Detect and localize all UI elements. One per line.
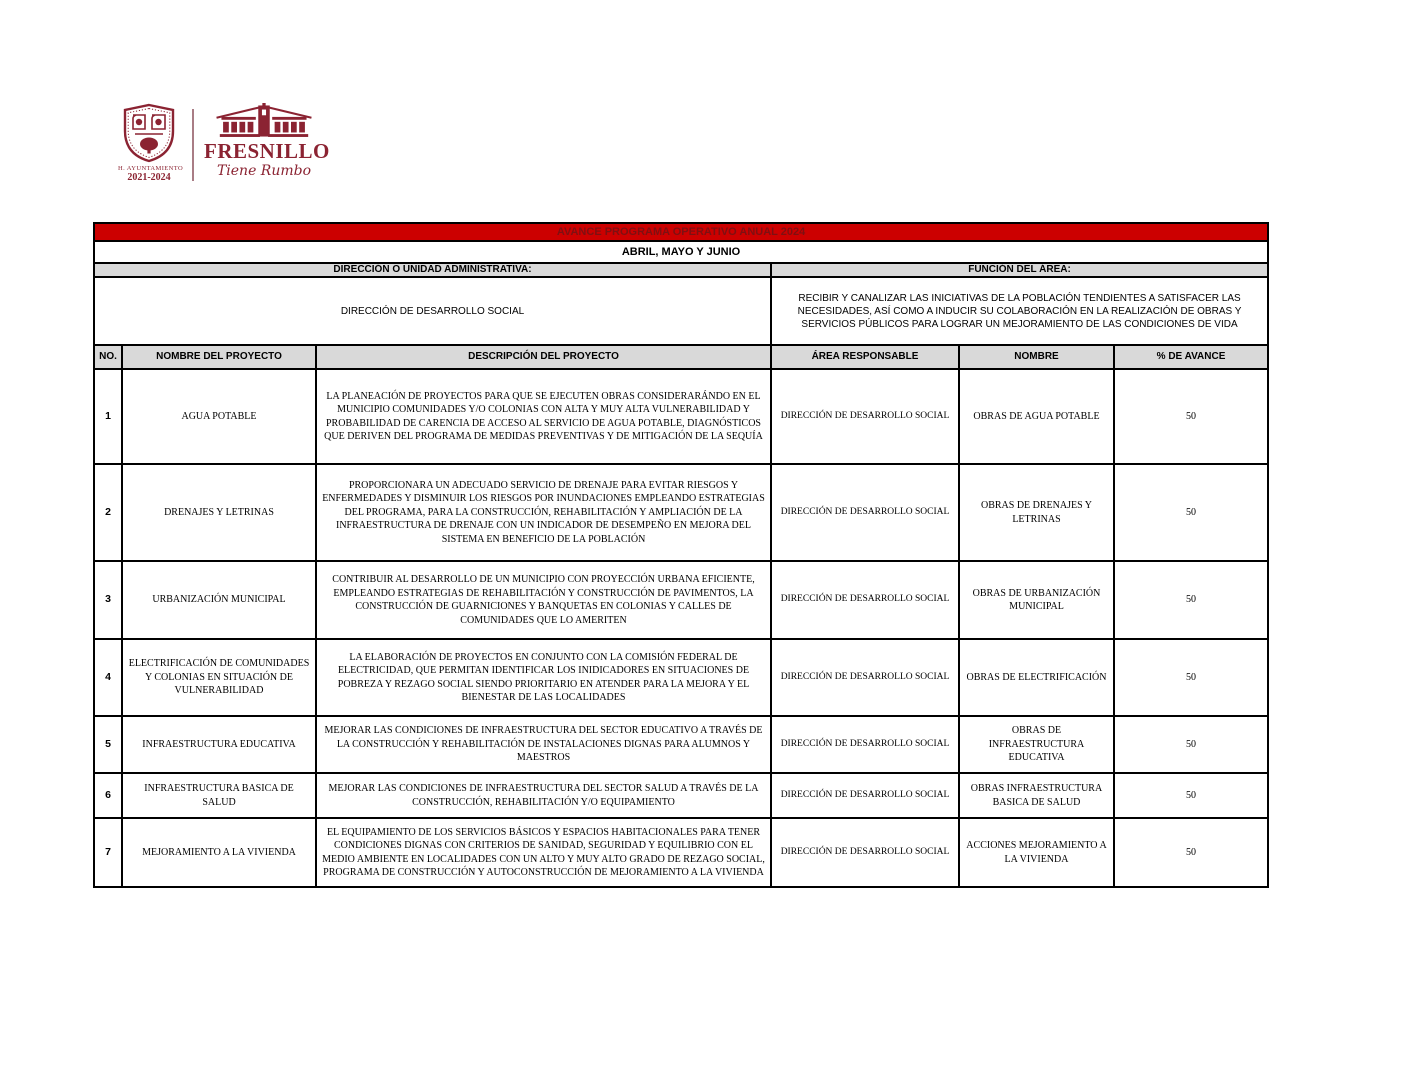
crest-caption: H. AYUNTAMIENTO [118,165,184,172]
row-nombre-proyecto: INFRAESTRUCTURA BASICA DE SALUD [122,773,316,818]
row-descripcion: LA ELABORACIÓN DE PROYECTOS EN CONJUNTO CON LA COMISIÓN FEDERAL DE ELECTRICIDAD, QUE PERMITAN IDENTIFICAR LOS INIDICADORES EN SITUACIONES DE POBREZA Y REZAGO SOCIAL SIENDO PRIORITARIO EN ATENDER PARA LA MEJORA Y EL BIENESTAR DE LAS LOCALIDADES [316,639,771,716]
admin-unit-label: DIRECCIÓN O UNIDAD ADMINISTRATIVA: [94,263,771,277]
row-no: 6 [94,773,122,818]
row-nombre-proyecto: AGUA POTABLE [122,369,316,464]
row-area-responsable: DIRECCIÓN DE DESARROLLO SOCIAL [771,369,959,464]
row-no: 1 [94,369,122,464]
city-crest-icon [123,103,175,163]
row-no: 5 [94,716,122,773]
row-obra: ACCIONES MEJORAMIENTO A LA VIVIENDA [959,818,1114,887]
table-row [94,369,1268,464]
col-head-nombre-proyecto: NOMBRE DEL PROYECTO [122,345,316,369]
row-area-responsable: DIRECCIÓN DE DESARROLLO SOCIAL [771,818,959,887]
col-head-nombre: NOMBRE [959,345,1114,369]
city-hall-icon [214,103,314,139]
table-row [94,818,1268,887]
table-row [94,639,1268,716]
logo-divider [192,109,194,181]
row-avance: 50 [1114,818,1268,887]
row-no: 4 [94,639,122,716]
row-obra: OBRAS DE DRENAJES Y LETRINAS [959,464,1114,561]
row-descripcion: MEJORAR LAS CONDICIONES DE INFRAESTRUCTURA DEL SECTOR SALUD A TRAVÉS DE LA CONSTRUCCIÓN, REHABILITACIÓN Y/O EQUIPAMIENTO [316,773,771,818]
row-area-responsable: DIRECCIÓN DE DESARROLLO SOCIAL [771,773,959,818]
row-no: 3 [94,561,122,639]
row-nombre-proyecto: INFRAESTRUCTURA EDUCATIVA [122,716,316,773]
row-nombre-proyecto: ELECTRIFICACIÓN DE COMUNIDADES Y COLONIAS EN SITUACIÓN DE VULNERABILIDAD [122,639,316,716]
table-row [94,773,1268,818]
row-area-responsable: DIRECCIÓN DE DESARROLLO SOCIAL [771,561,959,639]
area-function-label: FUNCIÓN DEL ÁREA: [771,263,1268,277]
crest-years: 2021-2024 [127,172,171,183]
row-avance: 50 [1114,561,1268,639]
row-descripcion: PROPORCIONARA UN ADECUADO SERVICIO DE DRENAJE PARA EVITAR RIESGOS Y ENFERMEDADES Y DISMINUIR LOS RIESGOS POR INUNDACIONES EMPLEANDO ESTRATEGIAS DEL PROGRAMA, PARA LA CONSTRUCCIÓN, REHABILITACIÓN Y AMPLIACIÓN DE LA INFRAESTRUCTURA DE DRENAJE CON UN INDICADOR DE DESEMPEÑO EN MEJORA DEL SISTEMA EN BENEFICIO DE LA POBLACIÓN [316,464,771,561]
row-obra: OBRAS DE AGUA POTABLE [959,369,1114,464]
crest-block [118,103,184,183]
row-obra: OBRAS DE ELECTRIFICACIÓN [959,639,1114,716]
row-obra: OBRAS INFRAESTRUCTURA BASICA DE SALUD [959,773,1114,818]
row-descripcion: LA PLANEACIÓN DE PROYECTOS PARA QUE SE EJECUTEN OBRAS CONSIDERARÁNDO EN EL MUNICIPIO COMUNIDADES Y/O COLONIAS CON ALTA Y MUY ALTA VULNERABILIDAD Y PROBABILIDAD DE CARENCIA DE ACCESO AL SERVICIO DE AGUA POTABLE, DIAGNÓSTICOS QUE DERIVEN DEL PROGRAMA DE MEDIDAS PREVENTIVAS Y DE MITIGACIÓN DE LA SEQUÍA [316,369,771,464]
row-descripcion: CONTRIBUIR AL DESARROLLO DE UN MUNICIPIO CON PROYECCIÓN URBANA EFICIENTE, EMPLEANDO ESTRATEGIAS DE REHABILITACIÓN Y CONSTRUCCIÓN DE PAVIMENTOS, LA CONSTRUCCIÓN DE GUARNICIONES Y BANQUETAS EN COLONIAS Y CALLES DE COMUNIDADES QUE LO AMERITEN [316,561,771,639]
fresnillo-logo [118,103,330,183]
row-area-responsable: DIRECCIÓN DE DESARROLLO SOCIAL [771,464,959,561]
row-obra: OBRAS DE URBANIZACIÓN MUNICIPAL [959,561,1114,639]
row-avance: 50 [1114,773,1268,818]
brand-block [204,103,330,180]
row-nombre-proyecto: URBANIZACIÓN MUNICIPAL [122,561,316,639]
col-head-no: NO. [94,345,122,369]
row-no: 7 [94,818,122,887]
poa-report-table [93,222,1269,888]
area-function-value: RECIBIR Y CANALIZAR LAS INICIATIVAS DE LA POBLACIÓN TENDIENTES A SATISFACER LAS NECESIDADES, ASÍ COMO A INDUCIR SU COLABORACIÓN EN LA REALIZACIÓN DE OBRAS Y SERVICIOS PÚBLICOS PARA LOGRAR UN MEJORAMIENTO DE LAS CONDICIONES DE VIDA [771,277,1268,345]
report-title: AVANCE PROGRAMA OPERATIVO ANUAL 2024 [94,223,1268,241]
brand-tagline: Tiene Rumbo [216,163,312,180]
row-area-responsable: DIRECCIÓN DE DESARROLLO SOCIAL [771,716,959,773]
row-avance: 50 [1114,464,1268,561]
row-descripcion: MEJORAR LAS CONDICIONES DE INFRAESTRUCTURA DEL SECTOR EDUCATIVO A TRAVÉS DE LA CONSTRUCCIÓN Y REHABILITACIÓN DE INSTALACIONES DIGNAS PARA ALUMNOS Y MAESTROS [316,716,771,773]
col-head-avance: % DE AVANCE [1114,345,1268,369]
brand-name: FRESNILLO [204,139,330,163]
col-head-area-responsable: ÁREA RESPONSABLE [771,345,959,369]
row-nombre-proyecto: MEJORAMIENTO A LA VIVIENDA [122,818,316,887]
table-row [94,561,1268,639]
row-no: 2 [94,464,122,561]
admin-unit-value: DIRECCIÓN DE DESARROLLO SOCIAL [94,277,771,345]
col-head-descripcion: DESCRIPCIÓN DEL PROYECTO [316,345,771,369]
row-area-responsable: DIRECCIÓN DE DESARROLLO SOCIAL [771,639,959,716]
row-obra: OBRAS DE INFRAESTRUCTURA EDUCATIVA [959,716,1114,773]
table-row [94,464,1268,561]
row-descripcion: EL EQUIPAMIENTO DE LOS SERVICIOS BÁSICOS Y ESPACIOS HABITACIONALES PARA TENER CONDICIONES DIGNAS CON CRITERIOS DE SANIDAD, SEGURIDAD Y EQUILIBRIO CON EL MEDIO AMBIENTE EN LOCALIDADES CON UN ALTO Y MUY ALTO GRADO DE REZAGO SOCIAL, PROGRAMA DE CONSTRUCCIÓN Y AUTOCONSTRUCCIÓN DE MEJORAMIENTO A LA VIVIENDA [316,818,771,887]
row-avance: 50 [1114,716,1268,773]
row-avance: 50 [1114,639,1268,716]
table-row [94,716,1268,773]
table-header-row [94,345,1268,369]
report-period: ABRIL, MAYO Y JUNIO [94,241,1268,263]
row-nombre-proyecto: DRENAJES Y LETRINAS [122,464,316,561]
row-avance: 50 [1114,369,1268,464]
